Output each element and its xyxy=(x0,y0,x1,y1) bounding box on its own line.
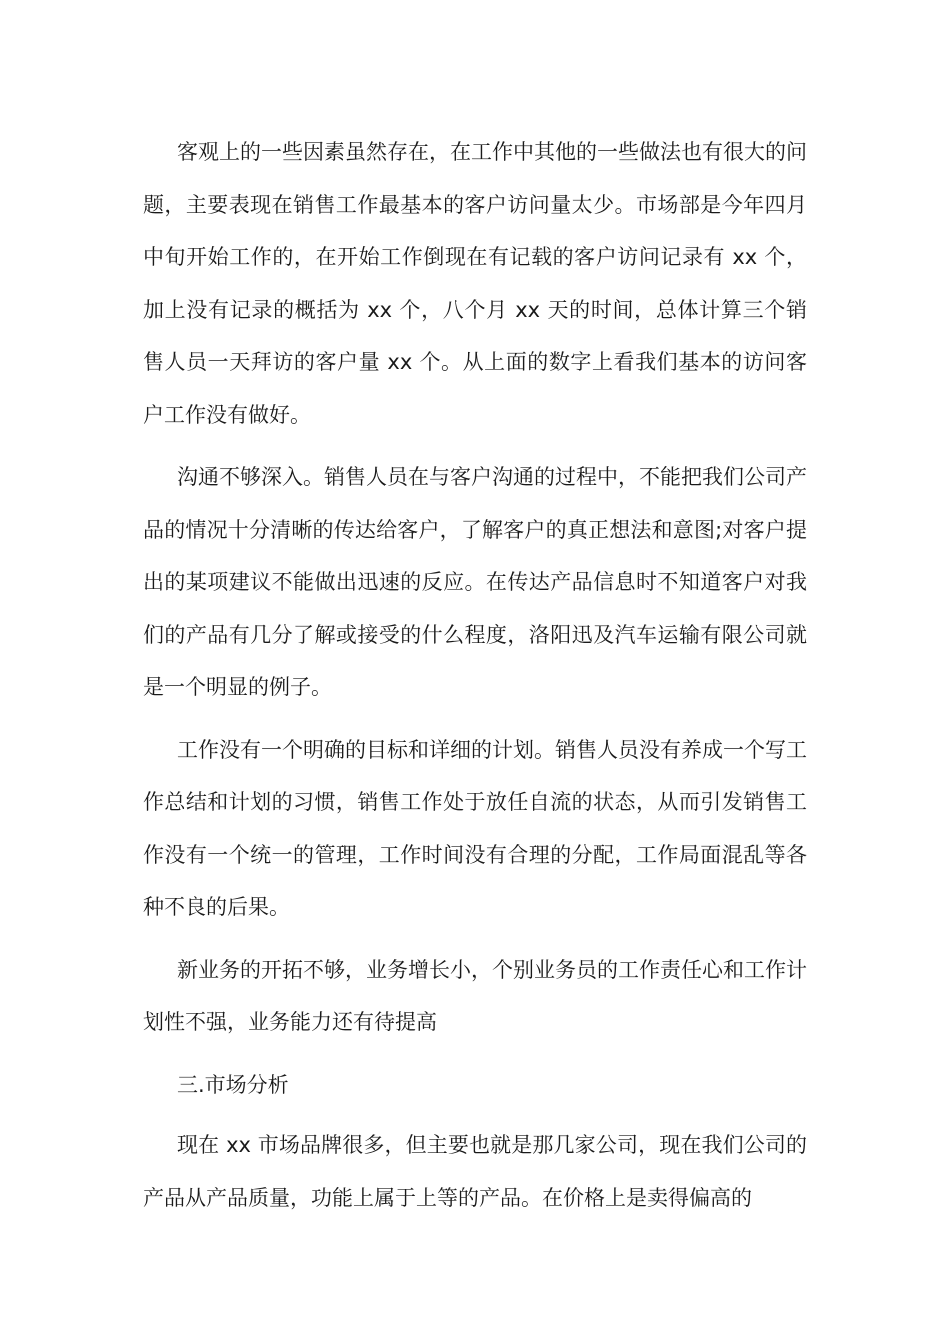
paragraph-market-brands: 现在 xx 市场品牌很多，但主要也就是那几家公司，现在我们公司的产品从产品质量，功能上属于上等的产品。在价格上是卖得偏高的 xyxy=(143,1133,807,1210)
paragraph-work-planning: 工作没有一个明确的目标和详细的计划。销售人员没有养成一个写工作总结和计划的习惯，销售工作处于放任自流的状态，从而引发销售工作没有一个统一的管理，工作时间没有合理的分配，工作局面混乱等各种不良的后果。 xyxy=(143,737,807,919)
paragraph-communication: 沟通不够深入。销售人员在与客户沟通的过程中，不能把我们公司产品的情况十分清晰的传达给客户，了解客户的真正想法和意图;对客户提出的某项建议不能做出迅速的反应。在传达产品信息时不知道客户对我们的产品有几分了解或接受的什么程度，洛阳迅及汽车运输有限公司就是一个明显的例子。 xyxy=(143,465,807,699)
section-heading-market-analysis: 三.市场分析 xyxy=(177,1072,289,1097)
document-body xyxy=(143,126,807,1234)
paragraph-customer-visits: 客观上的一些因素虽然存在，在工作中其他的一些做法也有很大的问题，主要表现在销售工作最基本的客户访问量太少。市场部是今年四月中旬开始工作的，在开始工作倒现在有记载的客户访问记录有 xx 个，加上没有记录的概括为 xx 个，八个月 xx 天的时间，总体计算三个销售人员一天拜访的客户量 xx 个。从上面的数字上看我们基本的访问客户工作没有做好。 xyxy=(143,140,807,427)
paragraph-new-business: 新业务的开拓不够，业务增长小，个别业务员的工作责任心和工作计划性不强，业务能力还有待提高 xyxy=(143,957,807,1034)
